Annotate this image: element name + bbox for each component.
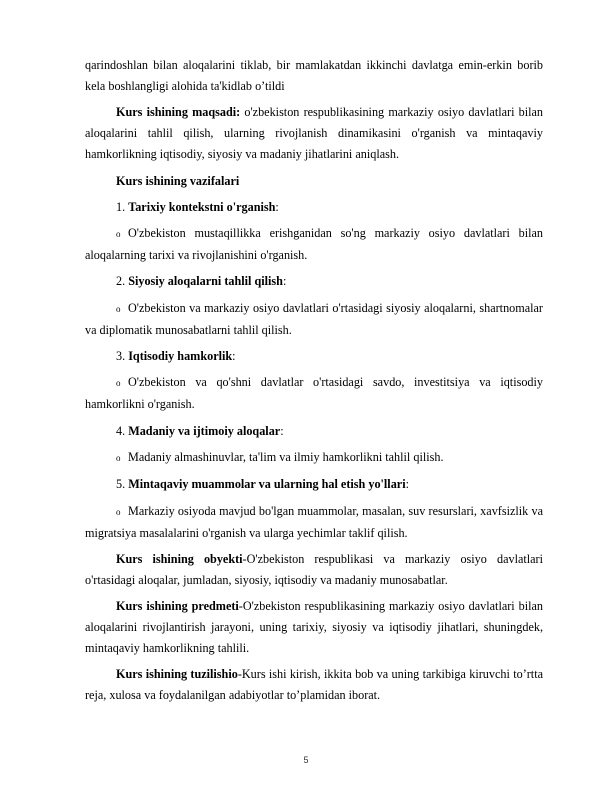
task-bullet: o O'zbekiston va qo'shni davlatlar o'rtasidagi savdo, investitsiya va iqtisodiy hamkorlikni o'rganish. (85, 375, 543, 412)
subject-paragraph: Kurs ishining predmeti-O'zbekiston respublikasining markaziy osiyo davlatlari bilan aloqalarini rivojlantirish jarayoni, uning tarixiy, siyosiy va iqtisodiy jihatlari, shuningdek, mintaqaviy hamkorlikning tahlili. (85, 599, 543, 656)
goal-paragraph (85, 102, 543, 165)
task-bullet: o Madaniy almashinuvlar, ta'lim va ilmiy hamkorlikni tahlil qilish. (85, 447, 543, 469)
task-heading: 5. Mintaqaviy muammolar va ularning hal etish yo'llari: (116, 477, 409, 492)
task-bullet: o O'zbekiston va markaziy osiyo davlatlari o'rtasidagi siyosiy aloqalarni, shartnomalar va diplomatik munosabatlarni tahlil qilish. (85, 300, 543, 337)
bullet-icon: o (116, 506, 121, 517)
bullet-icon: o (116, 303, 121, 314)
intro-paragraph: qarindoshlan bilan aloqalarini tiklab, bir mamlakatdan ikkinchi davlatga emin-erkin borib kela boshlangligi alohida ta'kidlab o’tildi (85, 58, 543, 93)
goal-text: o'zbekiston respublikasining markaziy osiyo davlatlari bilan aloqalarini tahlil qilish, ularning rivojlanish dinamikasini o'rganish va mintaqaviy hamkorlikning iqtisodiy, siyosiy va madaniy jihatlarini aniqlash. (85, 105, 544, 162)
goal-label: Kurs ishining maqsadi: (116, 105, 241, 120)
bullet-icon: o (116, 452, 121, 463)
tasks-heading: Kurs ishining vazifalari (116, 173, 240, 188)
bullet-icon: o (116, 378, 121, 389)
task-heading: 4. Madaniy va ijtimoiy aloqalar: (116, 423, 284, 438)
bullet-icon: o (116, 229, 121, 240)
document-page (85, 55, 543, 712)
page-number: 5 (303, 755, 309, 765)
structure-paragraph: Kurs ishining tuzilishio-Kurs ishi kirish, ikkita bob va uning tarkibiga kiruvchi to’rtta reja, xulosa va foydalanilgan adabiyotlar to’plamidan iborat. (85, 667, 543, 703)
object-paragraph: Kurs ishining obyekti-O'zbekiston respublikasi va markaziy osiyo davlatlari o'rtasidagi aloqalar, jumladan, siyosiy, iqtisodiy va madaniy munosabatlar. (85, 551, 543, 587)
task-heading: 1. Tarixiy kontekstni o'rganish: (116, 199, 279, 214)
task-bullet: o Markaziy osiyoda mavjud bo'lgan muammolar, masalan, suv resurslari, xavfsizlik va migratsiya masalalarini o'rganish va ularga yechimlar taklif qilish. (85, 503, 543, 540)
task-heading: 3. Iqtisodiy hamkorlik: (116, 349, 236, 364)
task-bullet: o O'zbekiston mustaqillikka erishganidan so'ng markaziy osiyo davlatlari bilan aloqalarning tarixi va rivojlanishini o'rganish. (85, 226, 543, 263)
task-heading: 2. Siyosiy aloqalarni tahlil qilish: (116, 274, 287, 289)
